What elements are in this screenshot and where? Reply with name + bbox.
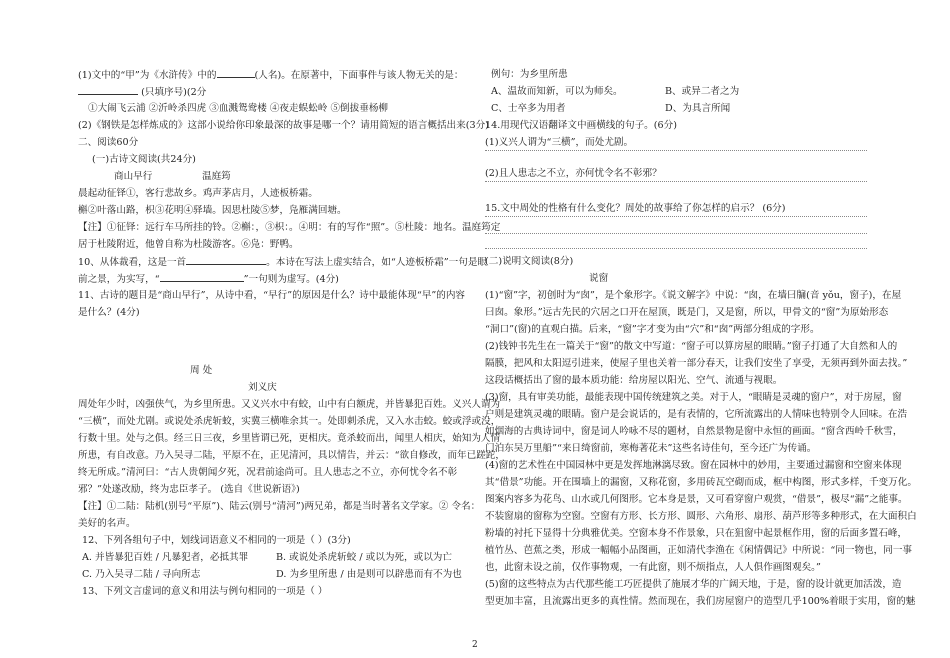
- article-line: (2)钱钟书先生在一篇关于“窗”的散文中写道：“窗子可以算房屋的眼睛。”窗子打通了大自然和人的: [485, 341, 898, 352]
- q12-option-d[interactable]: D. 为乡里所患 / 由是则可以辟患而有不为也: [276, 569, 462, 580]
- text-author: 刘义庆: [248, 382, 277, 393]
- q12-option-a[interactable]: A. 并皆暴犯百姓 / 凡暴犯者，必抵其罪: [82, 552, 249, 563]
- poem-note-1: 【注】①征铎：远行车马所挂的铃。②槲：，③枳：。④明：有的写作“照”。⑤杜陵：地名。温庭筠定: [78, 222, 501, 233]
- passage-line: 所患，有自改意。乃入吴寻二陆，平原不在，正见清河，具以情告，并云：“欲自修改，而年已蹉跎，: [78, 450, 506, 461]
- q12-option-b[interactable]: B. 或说处杀虎斩蛟 / 或以为死，或以为亡: [276, 552, 452, 563]
- text-title: 周 处: [190, 365, 213, 376]
- answer-line[interactable]: [485, 181, 867, 182]
- passage-line: 行数十里。处与之俱。经三日三夜，乡里皆谓已死，更相庆。竟杀蛟而出，闻里人相庆，始知为人情: [78, 433, 501, 444]
- q13-option-d[interactable]: D、为具言所闻: [665, 103, 731, 114]
- answer-blank[interactable]: [186, 253, 266, 265]
- passage-line: 终无所成。”清河曰：“古人贵朝闻夕死，况君前途尚可。且人患志之不立，亦何忧令名不彰: [78, 467, 458, 478]
- article-line: 植竹丛、芭蕉之类，形成一幅幅小品图画，正如清代李渔在《闲情偶记》中所说：“同一物也，同一事: [485, 545, 913, 556]
- article-line: 其“借景”功能。开在围墙上的漏窗，又称花窗，多用砖瓦空砌而成，框中构图，形式多样，千变万化。: [485, 477, 917, 488]
- article-line: (1)“窗”字，初创时为“囱”，是个象形字。《说文解字》中说：“囱，在墙曰牖(音 yǒu，窗子)，在屋: [485, 290, 902, 301]
- article-line: 图案内容多为花鸟、山水或几何图形。它本身是景，又可看穿窗户观赏，“借景”，极尽“漏”之能事。: [485, 494, 908, 505]
- passage-note: 美好的名声。: [78, 518, 136, 529]
- passage-line: “三横”，而处尤剧。或说处杀虎斩蛟，实冀三横唯余其一。处即刺杀虎，又入水击蛟。蛟或浮或没，: [78, 416, 501, 427]
- article-line: 粉墙的衬托下显得十分典雅优美。空窗本身不作景象，只在狙窗中起景框作用，窗的后面多置石峰，: [485, 528, 908, 539]
- q13-stem: 13、下列文言虚词的意义和用法与例句相同的一项是（ ）: [82, 586, 328, 597]
- q12-stem: 12、下列各组句子中，划线词语意义不相同的一项是（ ）(3分): [82, 535, 351, 546]
- q-line-1: (1)文中的“甲”为《水浒传》中的 (人名)。在原著中，下面事件与该人物无关的是：: [78, 66, 464, 84]
- poem-title: 商山早行: [114, 171, 153, 182]
- q11-line-2: 是什么？(4分): [78, 307, 140, 318]
- passage-note: 【注】①二陆：陆机(别号“平原”)、陆云(别号“清河”)两兄弟，都是当时著名文学家。② 令名：: [78, 501, 481, 512]
- poem-line-1: 晨起动征铎①，客行悲故乡。鸡声茅店月，人迹板桥霜。: [78, 188, 318, 199]
- article-line: 隔膜，把风和太阳逗引进来，使屋子里也关着一部分春天，让我们安坐了享受，无须再到外面去找。”: [485, 358, 908, 369]
- article-line: 如烟海的古典诗词中，窗是词人吟咏不尽的题材，自然景物是窗中永恒的画面。“窗含西岭千秋雪，: [485, 426, 903, 437]
- poem-note-2: 居于杜陵附近，他曾自称为杜陵游客。⑥凫：野鸭。: [78, 239, 299, 250]
- q13-option-c[interactable]: C、士卒多为用者: [491, 103, 566, 114]
- answer-blank[interactable]: [78, 83, 138, 95]
- q-line-4: (2)《钢铁是怎样炼成的》这部小说给你印象最深的故事是哪一个？请用简短的语言概括出来(3分): [78, 120, 489, 131]
- q14-item-1: (1)义兴人谓为“三横”，而处尤剧。: [485, 137, 634, 148]
- article-line: 也，此窗未设之前，仅作事物观，一有此窗，则不烦指点，人人俱作画图观矣。”: [485, 562, 821, 573]
- q12-option-c[interactable]: C. 乃入吴寻二陆 / 寻向所志: [82, 569, 201, 580]
- article-line: 门泊东吴万里船”“来日绮窗前，寒梅著花未”这些名诗佳句，至今还广为传诵。: [485, 443, 817, 454]
- q10-line-1: 10、从体裁看，这是一首 。本诗在写法上虚实结合，如“人迹板桥霜”一句是眼: [78, 253, 487, 271]
- q14-stem: 14.用现代汉语翻译文中画横线的句子。(6分): [485, 120, 677, 131]
- section-heading: 二、阅读60分: [78, 137, 139, 148]
- answer-line[interactable]: [485, 248, 867, 249]
- poem-author: 温庭筠: [202, 171, 231, 182]
- article-line: 这段话概括出了窗的最本质功能：给房屋以阳光、空气、流通与视眼。: [485, 375, 783, 386]
- q11-line-1: 11、古诗的题目是“商山早行”，从诗中看，“早行”的原因是什么？诗中最能体现“早”的内容: [78, 290, 466, 301]
- q10-line-2: 前之景，为实写，“ ”一句则为虚写。(4分): [78, 270, 339, 288]
- answer-line[interactable]: [485, 233, 867, 234]
- section-heading: (二)说明文阅读(8分): [485, 256, 574, 267]
- poem-line-2: 槲②叶落山路，枳③花明④驿墙。因思杜陵⑤梦，凫雁满回塘。: [78, 205, 347, 216]
- article-line: 曰囱。象形。”远古先民的穴居之口开在屋顶，既是门，又是窗，所以，甲骨文的“窗”为原始形态: [485, 307, 889, 318]
- q14-item-2: (2)且人患志之不立，亦何忧令名不彰邪？: [485, 168, 662, 179]
- page-number: 2: [472, 640, 478, 650]
- article-line: “洞口”(窗)的直观白描。后来，“窗”字才变为由“穴”和“囱”两部分组成的字形。: [485, 324, 820, 335]
- q15-stem: 15.文中周处的性格有什么变化？周处的故事给了你怎样的启示？ (6分): [485, 203, 786, 214]
- article-line: 型更加丰富，且流露出更多的真性情。然而现在，我们房屋窗户的造型几乎100%着眼于实用，窗的魅: [485, 596, 916, 607]
- answer-line[interactable]: [485, 150, 867, 151]
- example-sentence: 例句：为乡里所患: [491, 69, 568, 80]
- article-line: (3)窗，具有审美功能，最能表现中国传统建筑之美。对于人，“眼睛是灵魂的窗户”，对于房屋，窗: [485, 392, 902, 403]
- q13-option-b[interactable]: B、或异二者之为: [665, 86, 740, 97]
- answer-blank[interactable]: [217, 66, 255, 78]
- answer-line[interactable]: [485, 216, 867, 217]
- article-line: 不装窗扇的窗称为空窗。空窗有方形、长方形、圆形、六角形、扇形、葫芦形等多种形式，在大面积白: [485, 511, 917, 522]
- answer-blank[interactable]: [160, 270, 244, 282]
- article-line: (4)窗的艺术性在中国园林中更是发挥地淋漓尽致。窗在园林中的妙用，主要通过漏窗和空窗来体现: [485, 460, 902, 471]
- article-line: 户则是建筑灵魂的眼睛。窗户是会说话的，是有表情的，它所流露出的人情味也特别令人回味。在浩: [485, 409, 908, 420]
- passage-line: 邪？”处遂改励，终为忠臣孝子。 (选自《世说新语》): [78, 484, 300, 495]
- article-line: (5)窗的这些特点为古代那些能工巧匠提供了施展才华的广阔天地，于是，窗的设计就更加活泼，造: [485, 579, 902, 590]
- q13-option-a[interactable]: A、温故而知新，可以为师矣。: [491, 86, 623, 97]
- q-line-2: (只填序号)(2分: [78, 83, 206, 101]
- options-line: ①大闹飞云浦 ②沂岭杀四虎 ③血溅鸳鸯楼 ④夜走蜈蚣岭 ⑤倒拔垂杨柳: [88, 103, 389, 114]
- subsection-heading: (一)古诗文阅读(共24分): [92, 154, 196, 165]
- passage-line: 周处年少时，凶强侠气，为乡里所患。又义兴水中有蛟，山中有白额虎，并皆暴犯百姓。义兴人谓为: [78, 399, 501, 410]
- article-title: 说窗: [589, 273, 609, 284]
